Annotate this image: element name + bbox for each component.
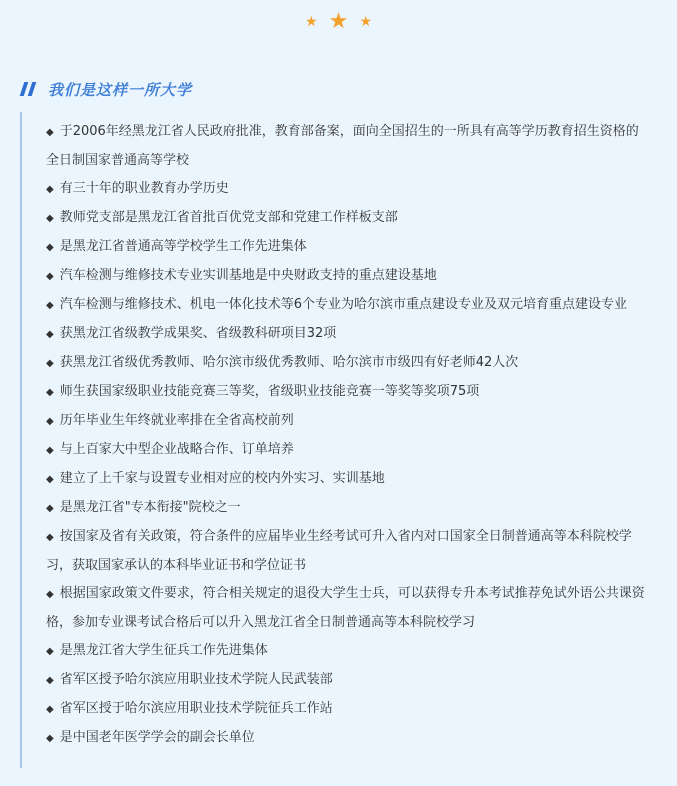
list-item: [46, 724, 646, 753]
list-item-text: 按国家及省有关政策，符合条件的应届毕业生经考试可升入省内对口国家全日制普通高等本科院校学习，获取国家承认的本科毕业证书和学位证书: [46, 529, 632, 573]
list-item-text: 建立了上千家与设置专业相对应的校内外实习、实训基地: [59, 471, 385, 486]
list-item-text: 于2006年经黑龙江省人民政府批准，教育部备案，面向全国招生的一所具有高等学历教育招生资格的全日制国家普通高等学校: [46, 124, 639, 168]
stars-decoration: [0, 10, 677, 33]
star-icon: ★: [359, 13, 373, 30]
list-item: [46, 637, 646, 666]
list-item-text: 师生获国家级职业技能竞赛三等奖，省级职业技能竞赛一等奖等奖项75项: [59, 384, 480, 399]
list-item: [46, 320, 646, 349]
list-item: [46, 436, 646, 465]
content-panel: [20, 112, 646, 768]
diamond-bullet-icon: ◆: [46, 675, 54, 686]
list-item: [46, 580, 646, 637]
list-item-text: 是黑龙江省"专本衔接"院校之一: [59, 500, 241, 515]
list-item: [46, 523, 646, 580]
list-item: [46, 291, 646, 320]
star-icon: ★: [328, 8, 349, 34]
diamond-bullet-icon: ◆: [46, 445, 54, 456]
list-item: [46, 233, 646, 262]
list-item: [46, 666, 646, 695]
list-item-text: 省军区授予哈尔滨应用职业技术学院人民武装部: [59, 672, 333, 687]
section-title: 我们是这样一所大学: [48, 80, 193, 99]
diamond-bullet-icon: ◆: [46, 242, 54, 253]
diamond-bullet-icon: ◆: [46, 733, 54, 744]
diamond-bullet-icon: ◆: [46, 532, 54, 543]
diamond-bullet-icon: ◆: [46, 184, 54, 195]
list-item: [46, 175, 646, 204]
list-item: [46, 378, 646, 407]
list-item: [46, 407, 646, 436]
list-item-text: 汽车检测与维修技术专业实训基地是中央财政支持的重点建设基地: [59, 268, 437, 283]
list-item: [46, 204, 646, 233]
list-item-text: 获黑龙江省级优秀教师、哈尔滨市级优秀教师、哈尔滨市市级四有好老师42人次: [59, 355, 519, 370]
list-item-text: 汽车检测与维修技术、机电一体化技术等6个专业为哈尔滨市重点建设专业及双元培育重点建设专业: [59, 297, 627, 312]
list-item-text: 是中国老年医学学会的副会长单位: [59, 730, 255, 745]
list-item-text: 是黑龙江省大学生征兵工作先进集体: [59, 643, 268, 658]
list-item-text: 根据国家政策文件要求，符合相关规定的退役大学生士兵，可以获得专升本考试推荐免试外语公共课资格，参加专业课考试合格后可以升入黑龙江省全日制普通高等本科院校学习: [46, 586, 645, 630]
diamond-bullet-icon: ◆: [46, 213, 54, 224]
list-item: [46, 465, 646, 494]
diamond-bullet-icon: ◆: [46, 646, 54, 657]
list-item-text: 省军区授于哈尔滨应用职业技术学院征兵工作站: [59, 701, 333, 716]
diamond-bullet-icon: ◆: [46, 358, 54, 369]
list-item: [46, 262, 646, 291]
list-item: [46, 349, 646, 378]
diamond-bullet-icon: ◆: [46, 127, 54, 138]
list-item: [46, 118, 646, 175]
list-item: [46, 494, 646, 523]
diamond-bullet-icon: ◆: [46, 474, 54, 485]
diamond-bullet-icon: ◆: [46, 503, 54, 514]
feature-list: [22, 112, 646, 753]
list-item-text: 有三十年的职业教育办学历史: [59, 181, 229, 196]
list-item: [46, 695, 646, 724]
double-slash-icon: [22, 82, 38, 96]
diamond-bullet-icon: ◆: [46, 416, 54, 427]
diamond-bullet-icon: ◆: [46, 329, 54, 340]
section-header: [22, 78, 192, 100]
diamond-bullet-icon: ◆: [46, 271, 54, 282]
list-item-text: 历年毕业生年终就业率排在全省高校前列: [59, 413, 294, 428]
list-item-text: 与上百家大中型企业战略合作、订单培养: [59, 442, 294, 457]
star-icon: ★: [304, 13, 318, 30]
diamond-bullet-icon: ◆: [46, 589, 54, 600]
list-item-text: 是黑龙江省普通高等学校学生工作先进集体: [59, 239, 307, 254]
diamond-bullet-icon: ◆: [46, 300, 54, 311]
diamond-bullet-icon: ◆: [46, 704, 54, 715]
diamond-bullet-icon: ◆: [46, 387, 54, 398]
list-item-text: 教师党支部是黑龙江省首批百优党支部和党建工作样板支部: [59, 210, 398, 225]
list-item-text: 获黑龙江省级教学成果奖、省级教科研项目32项: [59, 326, 337, 341]
